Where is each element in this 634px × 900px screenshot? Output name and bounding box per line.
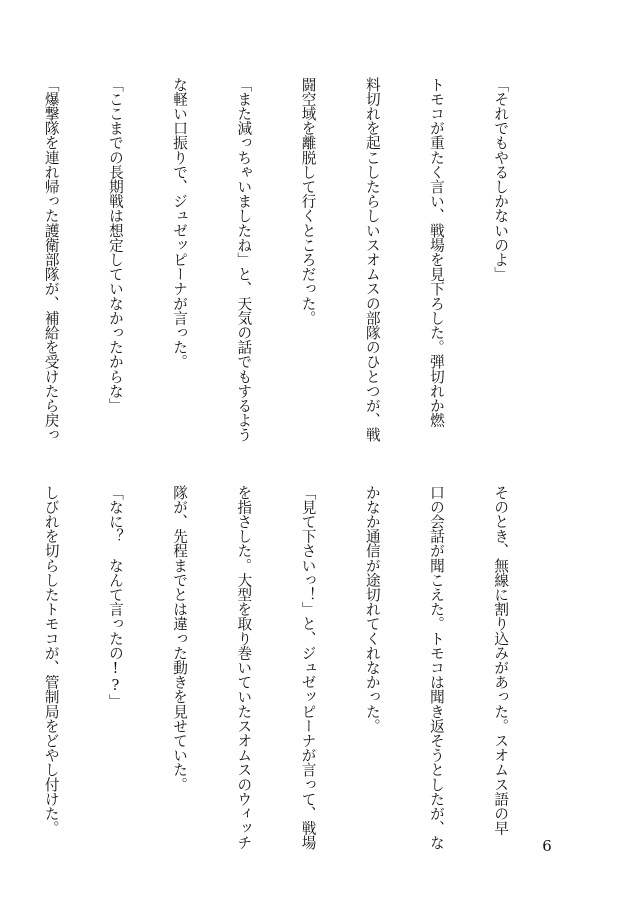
text-line: 闘空域を離脱して行くところだった。 (299, 77, 317, 326)
text-line: 「爆撃隊を連れ帰った護衛部隊が、補給を受けたら戻っ (42, 77, 60, 442)
text-line: 「また減っちゃいましたね」と、天気の話でもするよう (235, 77, 253, 442)
text-line: な軽い口振りで、ジュゼッピーナが言った。 (171, 77, 189, 369)
text-line: そのとき、無線に割り込みがあった。スオムス語の早 (492, 485, 510, 836)
upper-text-block (42, 77, 554, 442)
text-line: 隊が、先程までとは違った動きを見せていた。 (171, 485, 189, 792)
lower-text-block (42, 485, 554, 850)
text-line: 口の会話が聞こえた。トモコは聞き返そうとしたが、な (427, 485, 445, 850)
text-line: 料切れを起こしたらしいスオムスの部隊のひとつが、戦 (363, 77, 381, 442)
text-line: を指さした。大型を取り巻いていたスオムスのウィッチ (235, 485, 253, 850)
text-line: 「見て下さいっ！」と、ジュゼッピーナが言って、戦場 (299, 485, 317, 850)
page-number: 6 (542, 837, 552, 855)
text-line: かなか通信が途切れてくれなかった。 (363, 485, 381, 734)
text-line: しびれを切らしたトモコが、管制局をどやし付けた。 (42, 485, 60, 836)
text-line: 「それでもやるしかないのよ」 (492, 77, 510, 282)
text-line: トモコが重たく言い、戦場を見下ろした。弾切れか燃 (427, 77, 445, 428)
text-line: 「なに？ なんて言ったの!?」 (106, 485, 124, 709)
text-line: 「ここまでの長期戦は想定していなかったからな」 (106, 77, 124, 413)
